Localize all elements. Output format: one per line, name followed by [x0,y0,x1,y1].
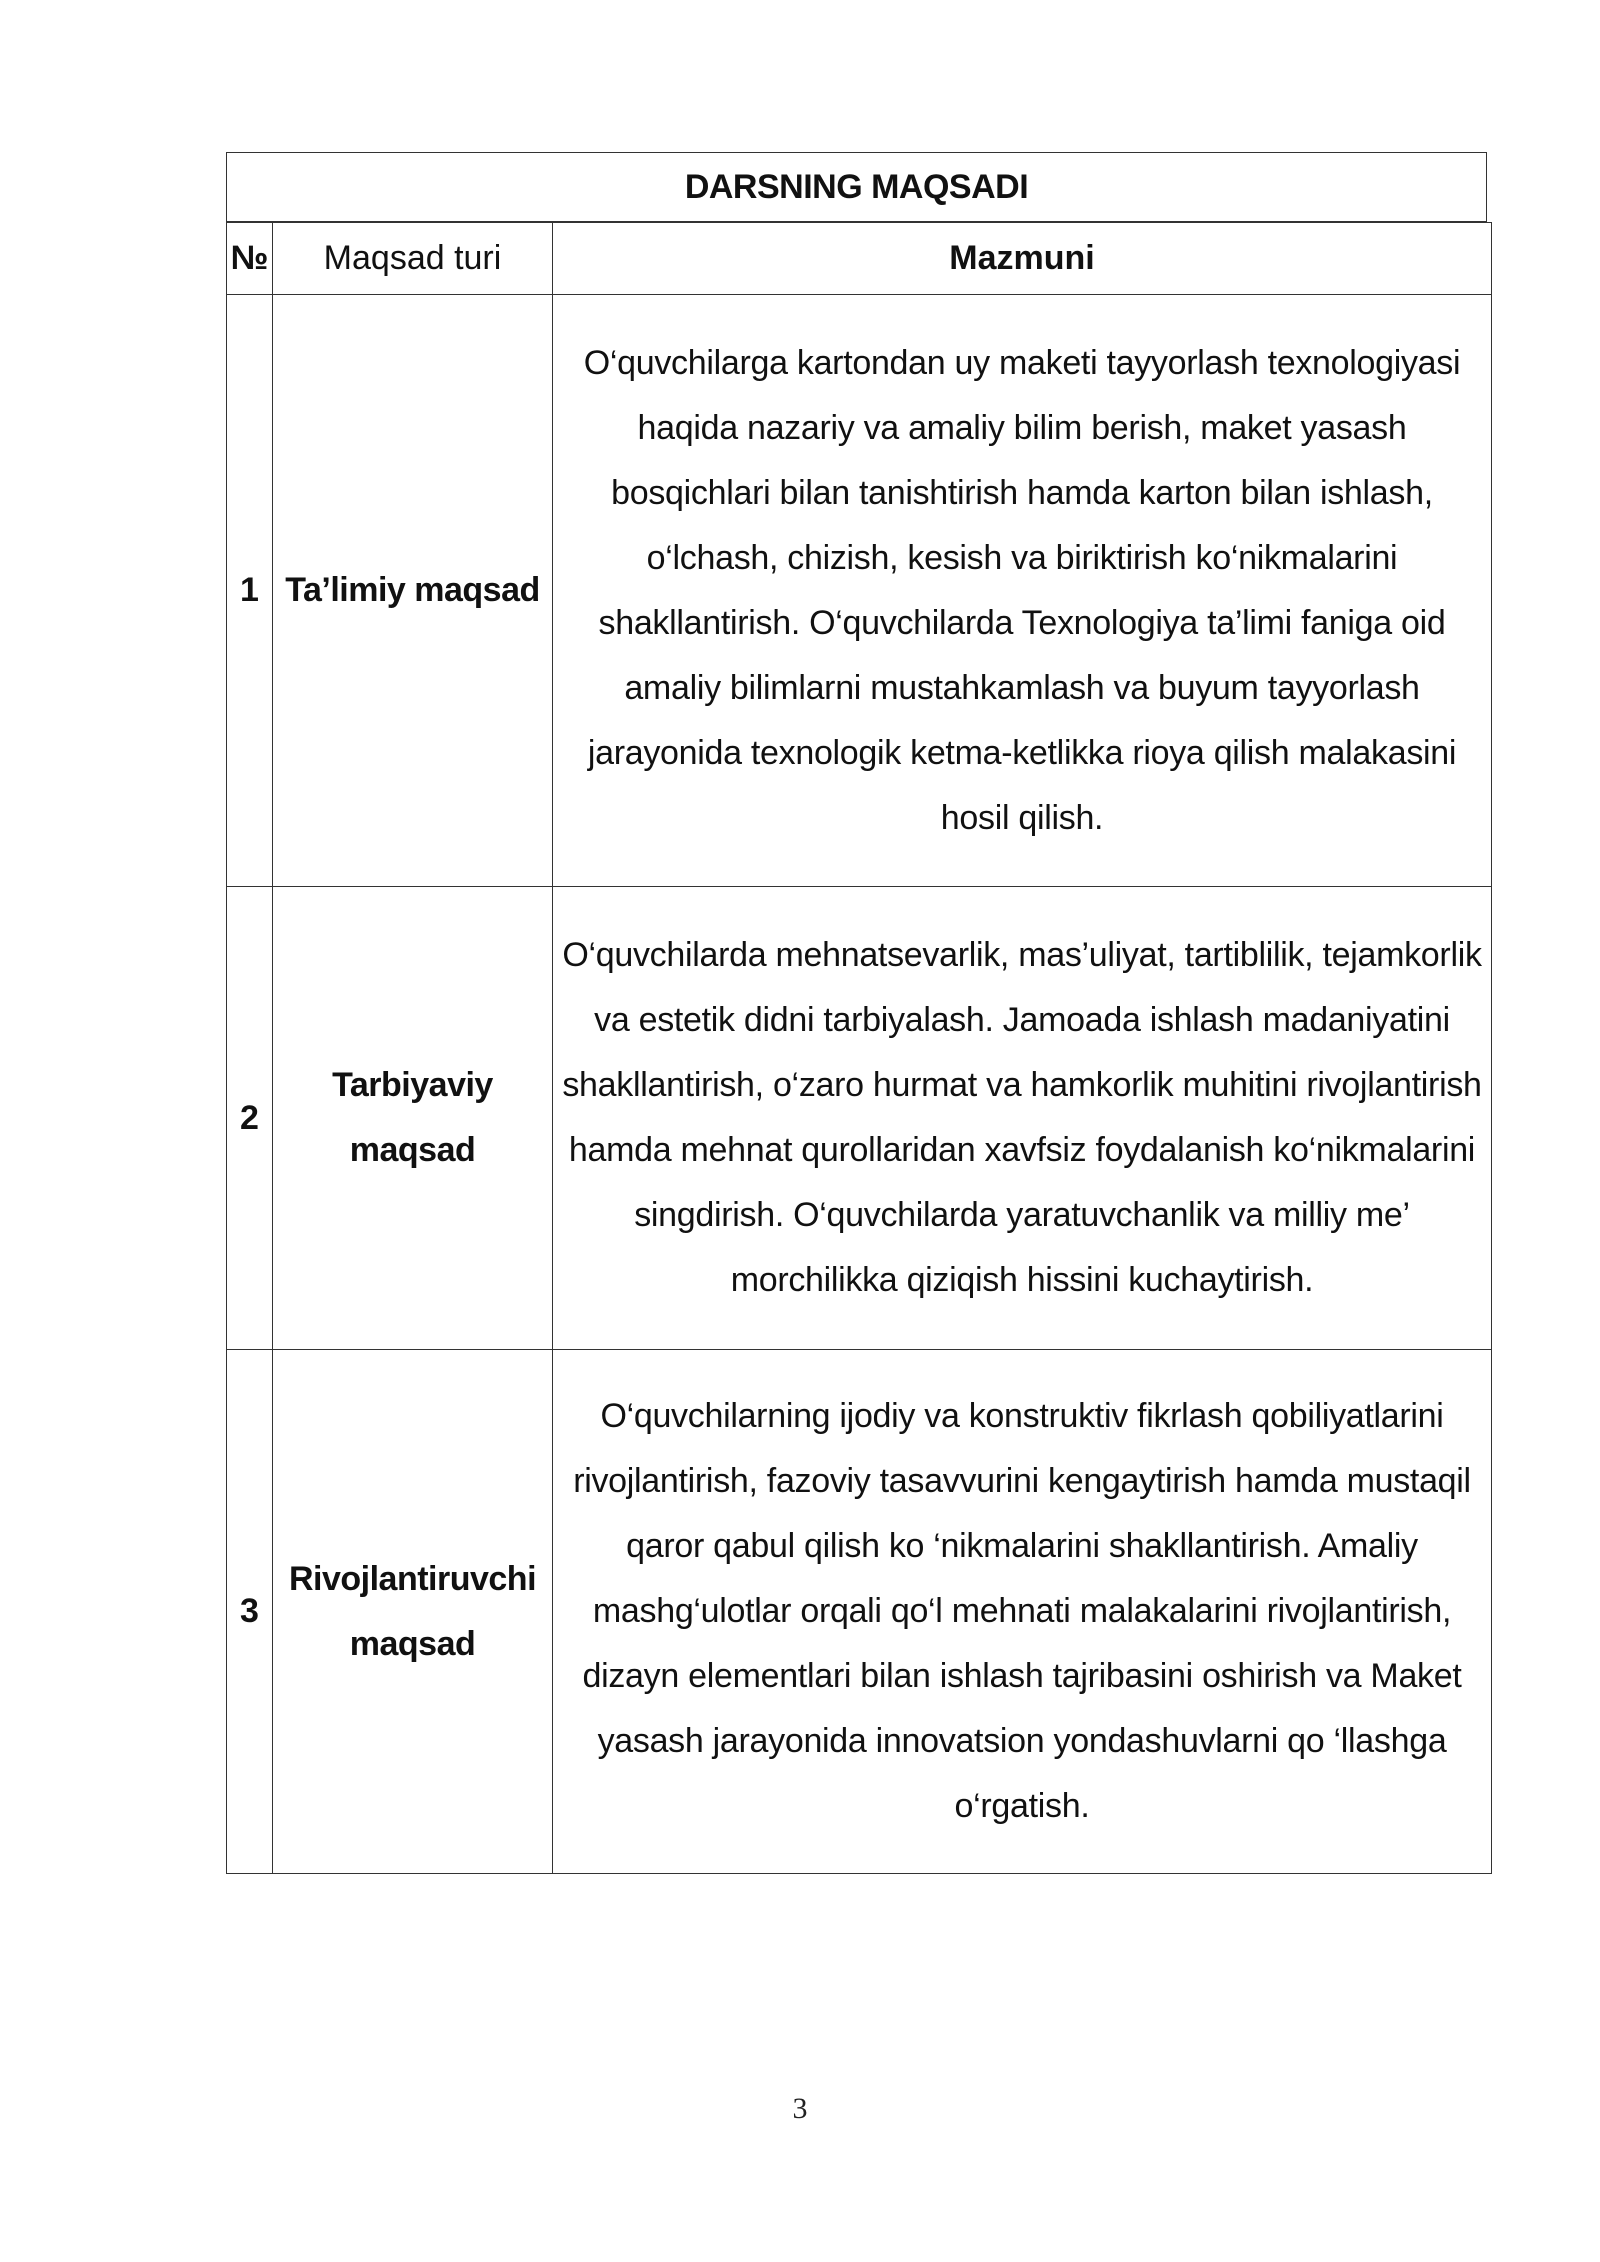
goal-content-cell: O‘quvchilarda mehnatsevarlik, mas’uliyat, tartiblilik, tejamkorlik va estetik didni tarbiyalash. Jamoada ishlash madaniyatini shakllantirish, o‘zaro hurmat va hamkorlik muhitini rivojlantirish hamda mehnat qurollaridan xavfsiz foydalanish ko‘nikmalarini singdirish. O‘quvchilarda yaratuvchanlik va milliy me’ morchilikka qiziqish hissini kuchaytirish. [553,887,1492,1350]
row-number: 2 [227,887,273,1350]
goal-content-cell: O‘quvchilarning ijodiy va konstruktiv fikrlash qobiliyatlarini rivojlantirish, fazoviy tasavvurini kengaytirish hamda mustaqil qaror qabul qilish ko ‘nikmalarini shakllantirish. Amaliy mashg‘ulotlar orqali qo‘l mehnati malakalarini rivojlantirish, dizayn elementlari bilan ishlash tajribasini oshirish va Maket yasash jarayonida innovatsion yondashuvlarni qo ‘llashga o‘rgatish. [553,1350,1492,1874]
table-title: DARSNING MAQSADI [226,152,1487,222]
row-number: 1 [227,295,273,887]
table-row [227,295,1492,887]
header-goal-type: Maqsad turi [273,223,553,295]
goal-type-cell: Ta’limiy maqsad [273,295,553,887]
table-row [227,1350,1492,1874]
page-number: 3 [792,2092,808,2125]
table-header-row [227,223,1492,295]
lesson-goals-table [226,222,1492,1874]
header-number: № [227,223,273,295]
header-content: Mazmuni [553,223,1492,295]
table-row [227,887,1492,1350]
goal-type-cell: Rivojlantiruvchi maqsad [273,1350,553,1874]
goal-content-cell: O‘quvchilarga kartondan uy maketi tayyorlash texnologiyasi haqida nazariy va amaliy bilim berish, maket yasash bosqichlari bilan tanishtirish hamda karton bilan ishlash, o‘lchash, chizish, kesish va biriktirish ko‘nikmalarini shakllantirish. O‘quvchilarda Texnologiya ta’limi faniga oid amaliy bilimlarni mustahkamlash va buyum tayyorlash jarayonida texnologik ketma-ketlikka rioya qilish malakasini hosil qilish. [553,295,1492,887]
goal-type-cell: Tarbiyaviy maqsad [273,887,553,1350]
row-number: 3 [227,1350,273,1874]
